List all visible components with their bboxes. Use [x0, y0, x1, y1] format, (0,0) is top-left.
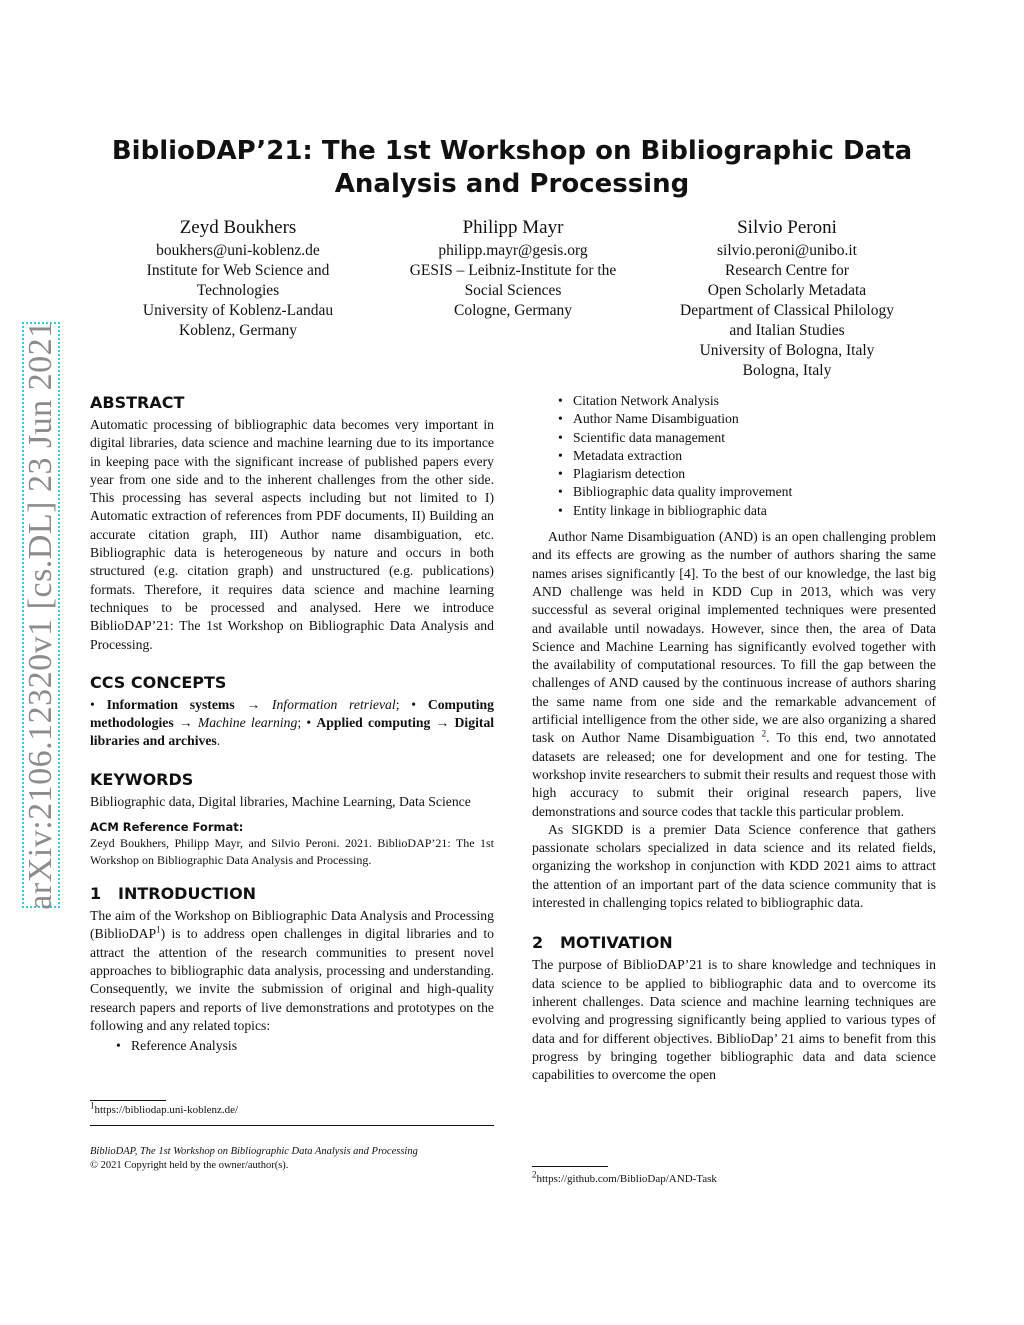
acm-reference-heading: ACM Reference Format: [90, 820, 244, 835]
author-name: Zeyd Boukhers [179, 217, 297, 238]
author-block-3 [657, 215, 917, 381]
topic-list-continued [532, 392, 936, 520]
copyright: © 2021 Copyright held by the owner/author(s). [90, 1160, 289, 1171]
arxiv-stamp [22, 322, 60, 908]
ccs-concepts: • Information systems → Information retrieval; • Computing methodologies → Machine learning; • Applied computing → Digital libraries and archives. [90, 696, 495, 749]
keywords-heading: KEYWORDS [90, 769, 194, 789]
and-paragraph: Author Name Disambiguation (AND) is an open challenging problem and its effects are growing as the number of authors sharing the same names arises significantly [4]. To the best of our knowledge, the last big AND challenge was held in KDD Cup in 2013, which was very successful as several original implemented techniques were presented and available until nowadays. However, since then, the area of Data Science and Machine Learning has significantly evolved together with the availability of computational resources. To fill the gap between the challenges of AND caused by the continuous increase of authors sharing the same name from one side and the remarkable advancement of artificial intelligence from the other side, we are also organizing a shared task on Author Name Disambiguation $^2$. To this end, two annotated datasets are released; one for development and one for testing. The workshop invite researchers to submit their results and request those with high accuracy to submit their original research papers, live demonstrations and source codes that tackle this particular problem. [532, 529, 936, 819]
author-affiliation: and Italian Studies [729, 322, 845, 339]
motivation-heading: 2 MOTIVATION [532, 933, 673, 953]
list-item: • Citation Network Analysis [532, 392, 936, 410]
author-email: silvio.peroni@unibo.it [717, 242, 857, 259]
footnote-mark: 1 [156, 924, 161, 935]
topic-list [90, 1037, 494, 1055]
conference-note [90, 1145, 418, 1173]
list-item: • Plagiarism detection [532, 465, 936, 483]
conference-name: BiblioDAP, The 1st Workshop on Bibliographic Data Analysis and Processing [90, 1146, 418, 1157]
paper-title: BiblioDAP’21: The 1st Workshop on Bibliographic Data Analysis and Processing [111, 136, 913, 199]
list-item: • Bibliographic data quality improvement [532, 483, 936, 501]
list-item: • Entity linkage in bibliographic data [532, 502, 936, 520]
list-item: • Scientific data management [532, 429, 936, 447]
abstract-heading: ABSTRACT [90, 393, 185, 412]
author-affiliation: Social Sciences [464, 282, 562, 299]
motivation-text: The purpose of BiblioDAP’21 is to share knowledge and techniques in data science to be applied to bibliographic data and to overcome its inherent challenges. Data science and machine learning techniques are evolving and progressing significantly being applied to various types of data and for different objectives. BiblioDap’ 21 aims to benefit from this progress by bringing together bibliographic data and data science capabilities to overcome the open [532, 957, 936, 1083]
author-name: Silvio Peroni [737, 217, 837, 238]
footnote-2: $^2$https://github.com/BiblioDap/AND-Task [532, 1169, 717, 1185]
author-affiliation: Research Centre for [725, 262, 849, 279]
conference-rule [90, 1125, 494, 1126]
author-affiliation: Technologies [196, 282, 280, 299]
footnote-rule [532, 1166, 608, 1167]
author-location: Cologne, Germany [454, 302, 572, 319]
acm-reference-text: Zeyd Boukhers, Philipp Mayr, and Silvio Peroni. 2021. BiblioDAP’21: The 1st Workshop on Bibliographic Data Analysis and Processing. [90, 836, 494, 868]
left-column [90, 392, 494, 1055]
intro-text: The aim of the Workshop on Bibliographic Data Analysis and Processing (BiblioDAP$^1$) is to address open challenges in digital libraries and to attract the attention of the research communities to present novel approaches to bibliographic data analysis, processing and understanding. Consequently, we invite the submission of original and high-quality research papers and reports of live demonstrations and prototypes on the following and any related topics: [90, 908, 494, 1033]
sigkdd-paragraph: As SIGKDD is a premier Data Science conference that gathers passionate scholars specialized in data science and its related fields, organizing the workshop in conjunction with KDD 2021 aims to attract the attention of an important part of the data science community that is interested in challenging topics related to bibliographic data. [532, 821, 936, 911]
author-location: Koblenz, Germany [179, 322, 297, 339]
author-block-2 [383, 215, 643, 321]
author-affiliation: Open Scholarly Metadata [707, 282, 867, 299]
author-affiliation: Department of Classical Philology [680, 302, 894, 319]
arxiv-id: arXiv:2106.12320v1 [cs.DL] 23 Jun 2021 [22, 320, 59, 910]
author-affiliation: University of Bologna, Italy [699, 342, 875, 359]
footnote-mark: 2 [761, 728, 767, 739]
author-location: Bologna, Italy [742, 362, 832, 379]
list-item: • Reference Analysis [90, 1037, 494, 1055]
author-affiliation: GESIS – Leibniz-Institute for the [409, 262, 617, 279]
intro-heading: 1 INTRODUCTION [90, 884, 257, 904]
keywords-text: Bibliographic data, Digital libraries, Machine Learning, Data Science [90, 793, 471, 809]
right-column [532, 392, 936, 1084]
abstract-text: Automatic processing of bibliographic data becomes very important in digital libraries, data science and machine learning due to its importance in keeping pace with the significant increase of published papers every year from one side and to the inherent challenges from the other side. This processing has several aspects including but not limited to I) Automatic extraction of references from PDF documents, II) Building an accurate citation graph, III) Author name disambiguation, etc. Bibliographic data is heterogeneous by nature and occurs in both structured (e.g. citation graph) and unstructured (e.g. publications) formats. Therefore, it requires data science and machine learning techniques to be processed and analysed. Here we introduce BiblioDAP’21: The 1st Workshop on Bibliographic Data Analysis and Processing. [90, 417, 494, 652]
author-name: Philipp Mayr [462, 217, 564, 238]
footnote-rule [90, 1100, 166, 1101]
author-block-1 [118, 215, 358, 341]
list-item: • Author Name Disambiguation [532, 410, 936, 428]
list-item: • Metadata extraction [532, 447, 936, 465]
author-affiliation: University of Koblenz-Landau [142, 302, 334, 319]
author-email: philipp.mayr@gesis.org [438, 242, 588, 259]
footnote-1: $^1$https://bibliodap.uni-koblenz.de/ [90, 1100, 239, 1116]
ccs-heading: CCS CONCEPTS [90, 672, 227, 692]
author-affiliation: Institute for Web Science and [146, 262, 330, 279]
author-email: boukhers@uni-koblenz.de [156, 242, 320, 259]
